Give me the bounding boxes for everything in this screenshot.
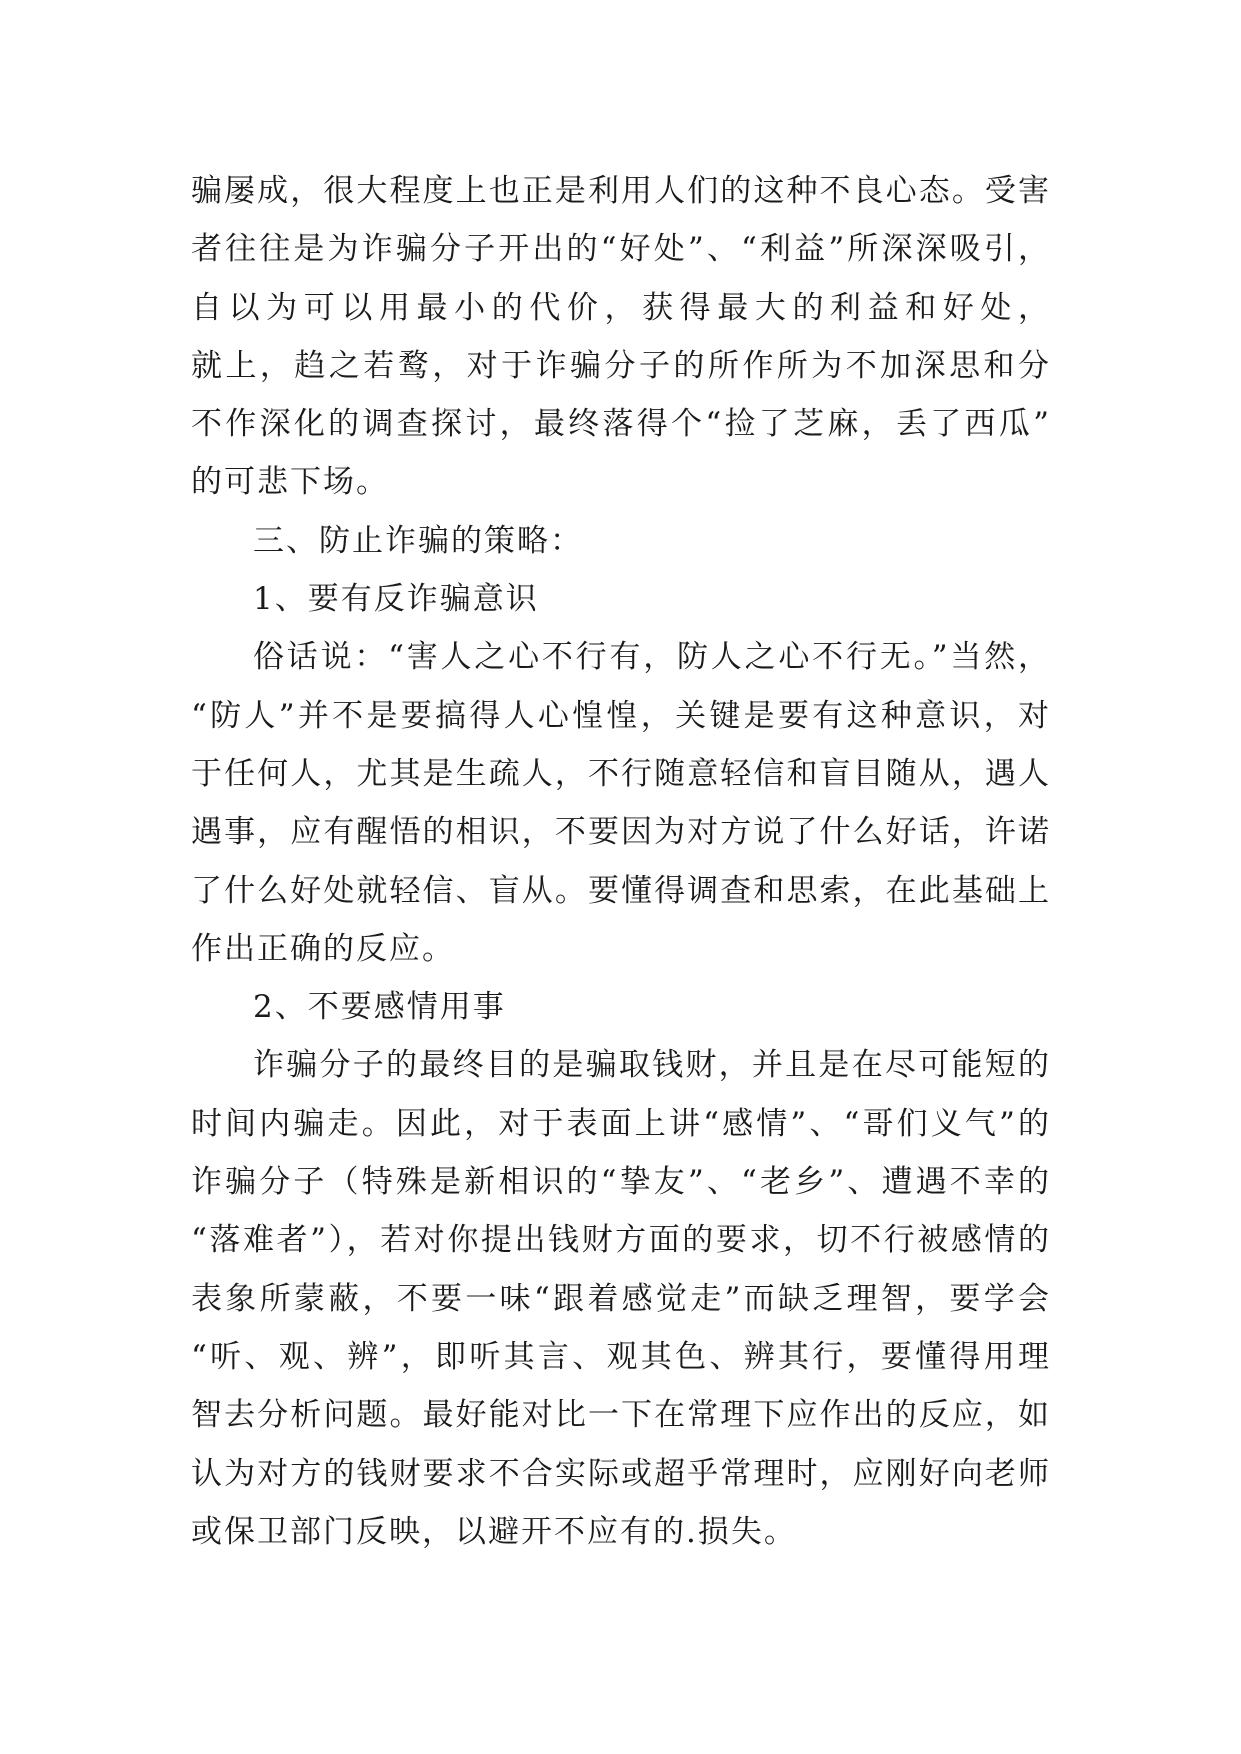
text-line: 认为对方的钱财要求不合实际或超乎常理时，应刚好向老师 xyxy=(191,1455,1051,1492)
text-line: 自以为可以用最小的代价，获得最大的利益和好处， xyxy=(191,289,1051,326)
text-line: 就上，趋之若鹜，对于诈骗分子的所作所为不加深思和分 xyxy=(191,347,1051,384)
text-line: 诈骗分子的最终目的是骗取钱财，并且是在尽可能短的 xyxy=(253,1047,1051,1084)
text-line: 了什么好处就轻信、盲从。要懂得调查和思索，在此基础上 xyxy=(191,872,1051,909)
text-line: 遇事，应有醒悟的相识，不要因为对方说了什么好话，许诺 xyxy=(191,814,1051,851)
text-line: 者往往是为诈骗分子开出的“好处”、“利益”所深深吸引， xyxy=(191,231,1051,268)
document-body xyxy=(191,162,1051,1561)
text-line: 的可悲下场。 xyxy=(191,464,389,501)
text-line: 三、防止诈骗的策略： xyxy=(253,522,583,559)
text-line: “防人”并不是要搞得人心惶惶，关键是要有这种意识，对 xyxy=(191,697,1051,734)
text-line: 不作深化的调查探讨，最终落得个“捡了芝麻，丢了西瓜” xyxy=(191,406,1051,443)
text-line: 骗屡成，很大程度上也正是利用人们的这种不良心态。受害 xyxy=(191,173,1051,209)
text-line: 智去分析问题。最好能对比一下在常理下应作出的反应，如 xyxy=(191,1397,1051,1434)
text-line: 表象所蒙蔽，不要一味“跟着感觉走”而缺乏理智，要学会 xyxy=(191,1280,1051,1317)
text-line: 于任何人，尤其是生疏人，不行随意轻信和盲目随从，遇人 xyxy=(191,755,1051,792)
text-line: 作出正确的反应。 xyxy=(191,930,455,967)
text-line: 或保卫部门反映，以避开不应有的.损失。 xyxy=(191,1513,797,1550)
text-line: “听、观、辨”，即听其言、观其色、辨其行，要懂得用理 xyxy=(191,1338,1051,1375)
text-line: 时间内骗走。因此，对于表面上讲“感情”、“哥们义气”的 xyxy=(191,1105,1051,1142)
text-line: 1、要有反诈骗意识 xyxy=(253,581,539,618)
text-line: 诈骗分子（特殊是新相识的“挚友”、“老乡”、遭遇不幸的 xyxy=(191,1164,1051,1201)
text-line: 俗话说：“害人之心不行有，防人之心不行无。”当然， xyxy=(253,639,1051,676)
text-line: 2、不要感情用事 xyxy=(253,989,506,1026)
text-line: “落难者”），若对你提出钱财方面的要求，切不行被感情的 xyxy=(191,1222,1051,1259)
